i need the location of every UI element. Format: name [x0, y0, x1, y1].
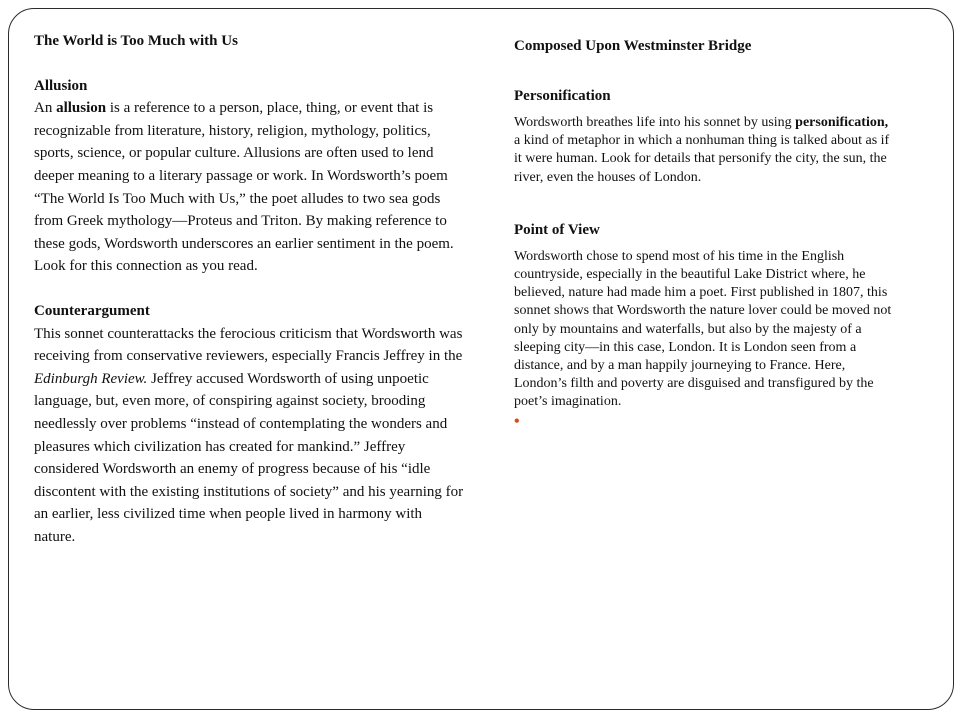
allusion-paragraph: [34, 97, 466, 278]
personification-text-post: a kind of metaphor in which a nonhuman thing is talked about as if it were human. Look for details that personify the city, the sun, the river, even the houses of London.: [514, 133, 890, 185]
counterargument-paragraph: [34, 323, 466, 549]
point-of-view-heading: Point of View: [514, 221, 600, 238]
counterargument-text-pre: This sonnet counterattacks the ferocious criticism that Wordsworth was receiving from conservative reviewers, especially Francis Jeffrey in the: [34, 325, 463, 365]
section-gap: [34, 278, 466, 300]
publication-title: Edinburgh Review.: [34, 370, 148, 387]
personification-paragraph: [514, 114, 894, 187]
left-title: The World is Too Much with Us: [34, 33, 238, 49]
point-of-view-paragraph: Wordsworth chose to spend most of his time in the English countryside, especially in the beautiful Lake District where, he believed, nature had made him a poet. First published in 1807, this sonnet shows that Wordsworth the nature lover could be moved not only by mountains and waterfalls, but also by the majesty of a sleeping city—in this case, London. It is London seen from a distance, and by a man happily journeying to France. Here, London’s filth and poverty are disguised and transfigured by the poet’s imagination.: [514, 248, 892, 410]
counterargument-text-post: Jeffrey accused Wordsworth of using unpoetic language, but, even more, of conspiring against society, brooding needlessly over problems “instead of contemplating the wonders and pleasures which civilization has created for mankind.” Jeffrey considered Wordsworth an enemy of progress because of his “idle discontent with the existing institutions of society” and his yearning for an earlier, less civilized time when people lived in harmony with nature.: [34, 370, 464, 545]
allusion-text-post: is a reference to a person, place, thing, or event that is recognizable from literature, history, religion, mythology, politics, sports, science, or popular culture. Allusions are often used to lend deeper meaning to a literary passage or work. In Wordsworth’s poem “The World Is Too Much with Us,” the poet alludes to two sea gods from Greek mythology—Proteus and Triton. By making reference to these gods, Wordsworth underscores an earlier sentiment in the poem. Look for this connection as you read.: [34, 100, 454, 275]
allusion-text-pre: An: [34, 100, 57, 117]
bullet-dot-icon: •: [514, 412, 520, 430]
allusion-heading: Allusion: [34, 77, 88, 94]
section-gap: [514, 187, 894, 220]
personification-text-pre: Wordsworth breathes life into his sonnet by using: [514, 115, 796, 130]
left-column: [34, 30, 466, 548]
allusion-term: allusion: [56, 100, 107, 117]
personification-heading: Personification: [514, 88, 611, 104]
counterargument-heading: Counterargument: [34, 302, 150, 319]
right-title: Composed Upon Westminster Bridge: [514, 38, 752, 54]
personification-term: personification,: [795, 115, 889, 130]
right-column: [514, 36, 894, 430]
